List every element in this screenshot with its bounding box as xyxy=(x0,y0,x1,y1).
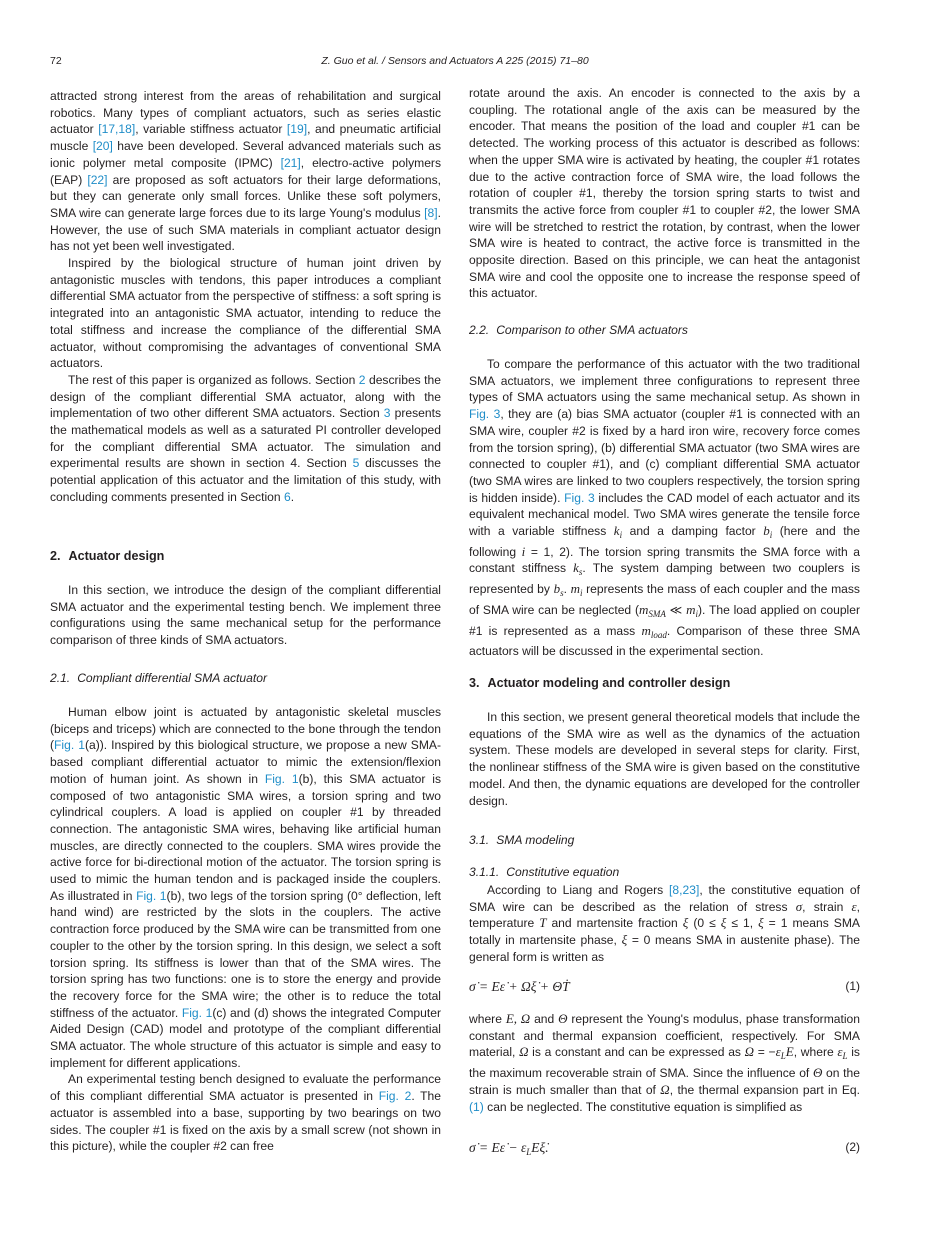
text-run: , where xyxy=(793,1045,838,1060)
text-run: To compare the performance of this actuator with the two traditional SMA actuators, we implement three configurations to represent three types of SMA actuators using the same mechanical setup. As shown in xyxy=(469,357,860,405)
text-run: attracted strong interest from the areas of rehabilitation and surgical robotics. Many types of compliant actuators, such as series elastic actuator xyxy=(50,89,441,137)
text-run: is the maximum recoverable strain of SMA. Since the influence of xyxy=(469,1045,860,1081)
reference-link[interactable]: Fig. 1 xyxy=(181,1005,213,1020)
subsubsection-heading-3-1-1 xyxy=(469,865,619,879)
math-symbol: E, Ω xyxy=(505,1011,531,1026)
reference-link[interactable]: Fig. 3 xyxy=(469,407,501,422)
math-symbol: m xyxy=(686,601,696,617)
math-symbol: ξ xyxy=(682,915,689,931)
text-run: have been developed. Several advanced materials such as ionic polymer metal composite (IPMC) xyxy=(50,139,441,170)
text-run: Inspired by the biological structure of human joint driven by antagonistic muscles with tendons, this paper introduces a compliant differential SMA actuator from the perspective of stiffness: a soft spring is integrated into an antagonistic SMA actuator, intending to reduce the total stiffness and increase the compliance of the differential SMA actuator, without compromising the advantages of conventional SMA actuators. xyxy=(50,256,441,371)
subsection-2-1-body xyxy=(50,704,441,1155)
subsection-number: 2.2. xyxy=(469,323,490,337)
equation-2 xyxy=(469,1140,860,1157)
text-run: Human elbow joint is actuated by antagonistic skeletal muscles (biceps and triceps) which are connected to the bone through the tendon ( xyxy=(50,705,441,753)
text-run: is a constant and can be expressed as xyxy=(528,1045,745,1060)
math-symbol: σ xyxy=(795,898,803,914)
text-run: . The actuator is assembled into a base, supporting by two bearings on two sides. The coupler #1 is fixed on the axis by a small screw (not shown in this picture), while the coupler #2 can free xyxy=(50,1089,441,1154)
text-run: (0 ≤ xyxy=(688,916,721,931)
subsection-heading-3-1 xyxy=(469,833,574,847)
paragraph xyxy=(50,88,441,255)
subsubsection-number: 3.1.1. xyxy=(469,865,500,879)
equation-number: (1) xyxy=(845,979,860,993)
page-number: 72 xyxy=(50,55,62,67)
reference-link[interactable]: [22] xyxy=(87,172,108,187)
text-run: where xyxy=(469,1012,506,1026)
math-symbol: Ω xyxy=(744,1044,755,1060)
section-number: 2. xyxy=(50,549,61,563)
reference-link[interactable]: [20] xyxy=(92,139,113,154)
text-run: describes the design of the compliant differential SMA actuator, along with the implementation of two other different SMA actuators. Section xyxy=(50,372,441,421)
math-symbol: m xyxy=(638,601,649,617)
text-run: , they are (a) bias SMA actuator (coupler #1 is connected with an SMA wire, coupler #2 is fixed by a hard iron wire, recovery force comes from the torsion spring), (b) differential SMA actuator (two SMA wires are connected to coupler #1), and (c) compliant differential SMA actuator (two SMA wires are linked to two couplers respectively, the torsion spring is hidden inside). xyxy=(469,407,861,505)
math-subscript: L xyxy=(842,1051,848,1062)
reference-link[interactable]: [17,18] xyxy=(98,122,136,137)
subsection-2-1-continued xyxy=(469,85,860,302)
math-symbol: ε xyxy=(775,1044,781,1060)
math-symbol: Θ xyxy=(812,1065,823,1081)
section-heading-3 xyxy=(469,676,730,690)
text-run: = 1 means SMA totally in martensite phase, xyxy=(469,916,860,948)
paragraph xyxy=(469,85,860,302)
math-subscript: s xyxy=(578,567,583,578)
math-subscript: SMA xyxy=(648,608,666,619)
section-heading-2 xyxy=(50,549,164,563)
math-symbol: Ω xyxy=(519,1044,529,1060)
text-run: , strain xyxy=(802,899,852,914)
reference-link[interactable]: Fig. 1 xyxy=(136,888,167,903)
text-run: In this section, we introduce the design of the compliant differential SMA actuator and the experimental testing bench. We implement three configurations using the same mechanical setup for the performance comparison of three kinds of SMA actuators. xyxy=(50,583,441,648)
text-run: . xyxy=(563,582,571,597)
math-symbol: m xyxy=(641,622,651,638)
equation-number: (2) xyxy=(845,1140,860,1154)
intro-continued xyxy=(50,88,441,506)
text-run: . The system damping between two couplers is represented by xyxy=(469,561,860,597)
subsection-heading-2-2 xyxy=(469,323,688,337)
math-symbol: ξ xyxy=(758,915,764,931)
reference-link[interactable]: [8,23] xyxy=(669,883,700,897)
text-run: = − xyxy=(754,1045,776,1060)
equation-1 xyxy=(469,979,860,995)
text-run: are proposed as soft actuators for their large deformations, but they can generate only small forces. Unlike these soft polymers, SMA wire can generate large forces due to its large Young's modulus xyxy=(50,172,441,220)
text-run: According to Liang and Rogers xyxy=(487,883,670,897)
paragraph xyxy=(469,882,860,966)
reference-link[interactable]: [21] xyxy=(280,155,301,170)
reference-link[interactable]: [19] xyxy=(286,122,308,137)
subsection-heading-2-1 xyxy=(50,671,267,685)
section-number: 3. xyxy=(469,676,480,690)
subsection-number: 2.1. xyxy=(50,671,71,685)
text-run: (b), two legs of the torsion spring (0° deflection, left hand wind) are restricted by the slots in the couplers. The active contraction force produced by the SMA wire can be transmitted from one coupler to the other by the torsion spring. In this design, we select a soft torsion spring. Its stiffness is lower than that of the SMA wires. The torsion spring has two functions: one is to store the energy and provide the recovery force for the SMA wire; the other is to reduce the total stiffness of the actuator. xyxy=(50,888,441,1020)
text-run: represent the Young's modulus, phase transformation constant and thermal expansion coefficient, respectively. For SMA material, xyxy=(469,1012,860,1060)
text-run: and xyxy=(530,1012,559,1026)
section-title: Actuator design xyxy=(68,549,165,563)
reference-link[interactable]: Fig. 1 xyxy=(264,771,299,786)
math-symbol: k xyxy=(573,560,579,576)
text-run: . xyxy=(290,489,295,504)
subsection-number: 3.1. xyxy=(469,833,490,847)
paragraph xyxy=(469,709,860,809)
math-symbol: ε xyxy=(837,1044,843,1060)
section-title: Actuator modeling and controller design xyxy=(487,676,731,690)
equation-expression: σ̇ = Eε̇ + Ωξ̇ + ΘṪ xyxy=(469,979,570,994)
paragraph xyxy=(50,704,441,1071)
text-run: , the thermal expansion part in Eq. xyxy=(669,1082,861,1097)
math-subscript: load xyxy=(650,629,667,640)
text-run: represents the mass of each coupler and the mass of SMA wire can be neglected ( xyxy=(469,582,860,617)
equation-subscript: L xyxy=(526,1147,532,1157)
text-run: = 0 means SMA in austenite phase). The general form is written as xyxy=(469,933,860,964)
text-run: ≤ 1, xyxy=(726,916,759,931)
text-run: ). The load applied on coupler #1 is represented as a mass xyxy=(469,602,860,638)
text-run: The rest of this paper is organized as follows. Section xyxy=(68,372,359,387)
text-run: includes the CAD model of each actuator and its equivalent mechanical model. Two SMA wires generate the tensile force with a variable stiffness xyxy=(469,490,860,539)
math-subscript: i xyxy=(769,530,773,541)
reference-link[interactable]: 6 xyxy=(283,489,291,504)
paragraph xyxy=(50,372,441,506)
text-run: In this section, we present general theoretical models that include the equations of the SMA wire as well as the dynamics of the actuation system. These models are developed in several steps for clarity. First, the nonlinear stiffness of the SMA wire is given based on the constitutive model. And then, the dynamic equations are developed for the controller design. xyxy=(469,710,860,808)
subsection-title: Compliant differential SMA actuator xyxy=(77,671,267,685)
math-subscript: i xyxy=(695,608,699,619)
text-run: , variable stiffness actuator xyxy=(135,122,287,137)
text-run: (here and the following xyxy=(469,524,861,559)
math-symbol: ξ xyxy=(621,932,628,948)
text-run: discusses the potential application of this actuator and the limitation of this study, with concluding comments presented in Section xyxy=(50,456,441,504)
paragraph xyxy=(469,1011,860,1115)
math-symbol: T xyxy=(539,915,547,931)
running-head: Z. Guo et al. / Sensors and Actuators A 225 (2015) 71–80 xyxy=(321,55,589,67)
math-symbol: E xyxy=(785,1044,794,1060)
text-run: , electro-active polymers (EAP) xyxy=(50,155,442,187)
reference-link[interactable]: Fig. 3 xyxy=(564,490,595,505)
text-run: and a damping factor xyxy=(622,524,764,539)
text-run: (a)). Inspired by this biological structure, we propose a new SMA-based compliant differential actuator to mimic the extension/flexion motion of human joint. As shown in xyxy=(50,738,441,786)
text-run: ≪ xyxy=(665,602,687,617)
text-run: (c) and (d) shows the integrated Computer Aided Design (CAD) model and prototype of the compliant differential SMA actuator. The whole structure of this actuator is simple and easy to implement for different applications. xyxy=(50,1005,442,1070)
text-run: (b), this SMA actuator is composed of two antagonistic SMA wires, a torsion spring and two cylindrical couplers. A load is applied on coupler #1 by threaded connection. The antagonistic SMA wires, behaving like artificial human muscles, are directly connected to the couplers. SMA wires provide the active force for bi-directional motion of the actuator. The torsion spring is used to mimic the human tendon and is packaged inside the couplers. As illustrated in xyxy=(50,771,442,903)
equation-expression: σ̇ = Eε̇ − ε xyxy=(469,1140,527,1155)
math-symbol: b xyxy=(763,523,770,539)
section-3-body xyxy=(469,709,860,809)
text-run: and martensite fraction xyxy=(546,916,683,931)
paragraph xyxy=(50,582,441,649)
math-symbol: b xyxy=(553,581,561,597)
text-run: . However, the use of such SMA materials in compliant actuator design has not yet been well investigated. xyxy=(50,205,441,254)
math-symbol: ε xyxy=(851,898,857,914)
reference-link[interactable]: 2 xyxy=(358,372,366,387)
reference-link[interactable]: Fig. 1 xyxy=(54,738,85,753)
text-run: can be neglected. The constitutive equation is simplified as xyxy=(483,1099,803,1114)
paragraph xyxy=(469,356,860,660)
math-subscript: i xyxy=(580,588,583,599)
math-subscript: L xyxy=(780,1051,786,1062)
text-run: , temperature xyxy=(469,899,860,931)
reference-link[interactable]: Fig. 2 xyxy=(378,1089,412,1104)
text-run: . Comparison of these three SMA actuators will be discussed in the experimental section. xyxy=(469,623,860,659)
text-run: , the constitutive equation of SMA wire can be described as the relation of stress xyxy=(469,883,861,914)
paragraph xyxy=(50,255,441,372)
math-symbol: Ω xyxy=(660,1081,670,1097)
subsection-title: Comparison to other SMA actuators xyxy=(496,323,688,337)
text-run: , and pneumatic artificial muscle xyxy=(50,122,441,154)
reference-link[interactable]: [8] xyxy=(424,205,438,220)
text-run: rotate around the axis. An encoder is connected to the axis by a coupling. The rotational angle of the axis can be measured by the encoder. That means the position of the load and coupler #1 can be detected. The working process of this actuator is described as follows: when the upper SMA wire is activated by heating, the coupler #1 rotates due to the active contraction force of SMA wire, the load follows the rotation of coupler #1, thereby the torsion spring starts to twist and transmits the active force from coupler #1 to coupler #2, the lower SMA wire will be stretched to restrict the rotation, by contrast, when the lower SMA wire is heated to contract, the active force is transmitted in the opposite direction. Based on this principle, we can heat the antagonist SMA wire and cool the opposite one to increase the response speed of this actuator. xyxy=(469,86,860,301)
text-run: An experimental testing bench designed to evaluate the performance of this compliant differential SMA actuator is presented in xyxy=(50,1072,441,1104)
math-symbol: m xyxy=(570,581,580,597)
subsubsection-3-1-1-body xyxy=(469,882,860,966)
math-symbol: Θ xyxy=(558,1011,568,1026)
math-subscript: s xyxy=(560,588,564,599)
text-run: on the strain is much smaller than that of xyxy=(469,1066,860,1097)
text-run: presents the mathematical models as well as a saturated PI controller developed for the compliant differential SMA actuator. The simulation and experimental results are shown in section 4. Section xyxy=(50,406,442,471)
text-run: = 1, 2). The torsion spring transmits the SMA force with a constant stiffness xyxy=(469,544,861,576)
math-symbol: i xyxy=(521,543,526,559)
section-2-body xyxy=(50,582,441,649)
equation-expression-tail: Eξ̇. xyxy=(531,1140,549,1155)
equation-1-explanation xyxy=(469,1011,860,1115)
reference-link[interactable]: 5 xyxy=(352,456,360,471)
subsection-2-2-body xyxy=(469,356,860,660)
math-subscript: i xyxy=(619,530,623,541)
math-symbol: ξ xyxy=(720,915,727,931)
subsection-title: SMA modeling xyxy=(496,833,575,847)
subsubsection-title: Constitutive equation xyxy=(506,865,620,879)
paragraph xyxy=(50,1071,441,1155)
reference-link[interactable]: (1) xyxy=(469,1099,484,1114)
math-symbol: k xyxy=(613,523,620,539)
reference-link[interactable]: 3 xyxy=(383,406,391,421)
